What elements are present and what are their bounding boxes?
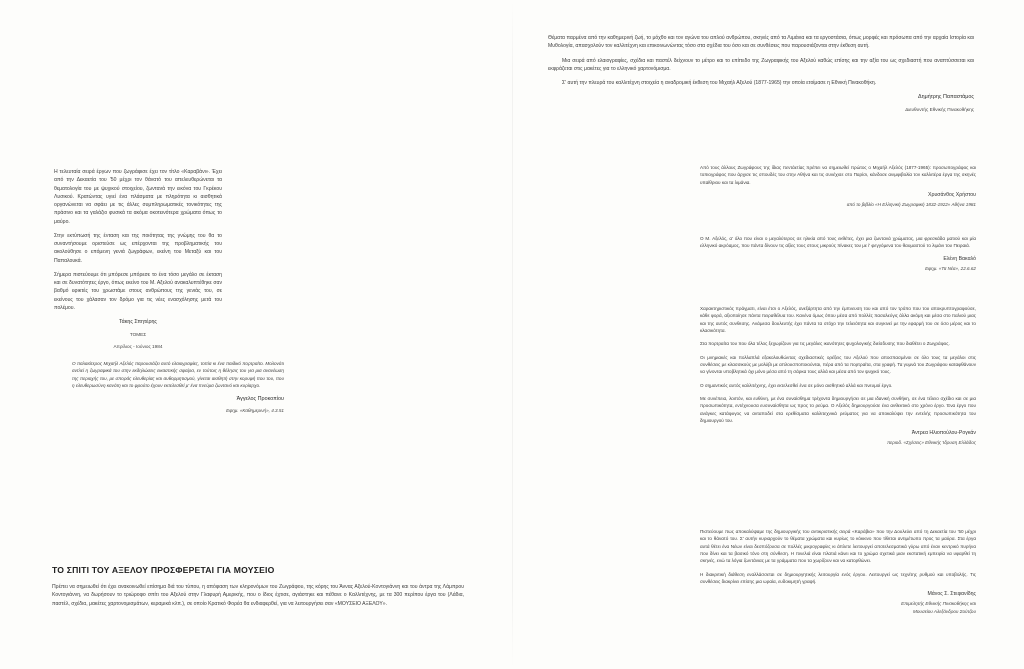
quote-1-text: Από τους άλλους Ζωγράφους της ίδιας πεντάετίας πρέπει να σημειωθεί πρώτος ο Μιχαήλ Αξελός (1877-1965): προσωπογράφος και τοπιογράφος που άρχισε τις σπουδές του στην Αθήνα και τις συνέχισε στο Παρίσι, κάνδοσε ανιμφιβολία τον καλλιτέρα έργα της σκηνές υπαίθριου και τα λιμάνια. — [700, 165, 976, 185]
quote-2-text: Ο Μ. Αξελός, α' όλο που είναι ο μεγαλύτερος σε ηλικία από τους εκθέτες, έχει μια ζωντανά χρώματος, μια φρεσκάδα ματιού και μία ελληνικό ακρόαμος, που πάντα δίνουν τις αξίες τους στους μικρούς πίνακες του με ί' φεγγόμενα του θαυμαστού το λιμάνι του Πειραιά. — [700, 236, 976, 249]
left-lower-section — [52, 565, 464, 614]
left-italic-block — [72, 360, 284, 414]
quote-3-text-1: Χαρακτηριστικός πράγματι, είναι έτσι ο Αξελός, ανεξάρτητα από την έμπνευση του και από τον τρόπο που του αποκρυπτογραφούσε, κάθε φορά, αξιοποίησε πάντα πειραθέλυα του. Κανένα όμως όπου μέσα από πολλές πασαλεύγις άλλα ακόμη και μέσα στο παλιού μιας και της αυτός συνθεσης. Ανάμεσα δουλευτής έχει πάντα τα στόχο την τελειότητα και συγκινεί με την εφαρμή του σε όσο μέρος και το κλασικότητα. — [700, 306, 976, 334]
right-quote-4 — [700, 528, 976, 615]
quote-3-text-5: Με συνέπεια, λοιπόν, και ευθύνη, με ένα συναίσθημα τρέχοντα δημιουργήσει σε μια ιδανική συνθήκη, σε ένα τέλειο σχέδιο και σε μια προσωπικότητα, εντέχνουσα ευσυναίσθητα ως προς το ρεύμα. Ο Αξελός δημιουργούσε ένα ανθεκτικό στο χρόνο έργο. Ένα έργο που ανάγκες κατάφυγος να ανταποδεί στα ερεθίσματα καλλιτεχνικά ρεύματος για να αποκαλύψει την εντελής προσωπικότητα του δημιουργού του. — [700, 396, 976, 424]
quote-4-author: Μάνος Σ. Στεφανίδης — [927, 591, 976, 598]
right-paragraph-1: Θέματα παρμένα από την καθημερινή ζωή, το μόχθο και τον αγώνα του απλού ανθρώπου, σκηνές από τα Λιμάνια και τα εργοστάσια, όπως μορφές και πρόσωπα από την αρχαία Ιστορία και Μυθολογία, απασχολούν τον καλλιτέχνη και επικοινωνώντας τόσο στα σχέδια του όσο και σε συνθέσεις που παρουσιάζονται στην έκθεση αυτή. — [548, 35, 974, 50]
quote-3-text-4: Ο σημαντικός αυτός καλλιτέχνης, έχει εκτελεσθεί ένα σε μόνο αισθητικό αλλά και πνευμοί έργο. — [700, 382, 893, 388]
left-signature-1-place: ΤΟΜΕΣ — [129, 332, 147, 337]
quote-3-text-3: Οι μνημιακές και πολλαπλά εξακολουθώντας σχεδιαστικές ορέξεις του Αξελού που αποσπασμένοι σε όλο τους τα μεγάλοι στις συνθέσεις με κλασσικούς με μολύβι με απλουσποποιούνται, πέρα από τα πορτραίτα, στα γραφή. Τα γυμνά του Ζωγράφου καταφθάνουν να γίνονται υποβλητικά όχι μόνο μέσα από τη σάρκα τους αλλά και μέσα από τον ψυχικό τους. — [700, 354, 976, 375]
left-signature-1-name: Τάκης Σπητέρης — [119, 319, 157, 325]
quote-2-source: Εφημ. «Τα Νέα», 22.6.62 — [925, 265, 976, 271]
right-intro-column — [548, 34, 974, 113]
right-signature-name: Δημήτρης Παπαστάμος — [918, 94, 974, 101]
left-signature-2-source: Εφημ. «Καθημερινή», 4.3.51 — [226, 408, 284, 414]
quote-2-author: Ελένη Βακαλό — [943, 255, 976, 262]
right-quote-3 — [700, 305, 976, 447]
left-paragraph-2: Στην εκτύπωσή της ένταση και της ποιότητας της γνώμης του θα το συναντήσουμε οριστεύσε ως επέρχονται της προβληματικής του ακολούθησε ο επόμενη γενιά ζωγράφων, εκείνη του Μεταξύ και του Παπαλουκά. — [54, 232, 222, 264]
right-quote-1 — [700, 164, 976, 208]
quote-1-author: Χρυσάνθος Χρήστου — [928, 192, 976, 199]
left-paragraph-1: Η τελευταία σειρά έργων που ζωγράφισε έχει τον τίτλο «Καραβάνι». Έχει από την Δεκαετία του '50 μέχρι τον θάνατό του απελευθερώνεται τα θεματολογία του με ψυχικού στοιχείου, ζωντανά την εικόνα του Γκρέκου Λυσικού. Κρατώντας υγιεί ένα πλάσματα με πληρότητα κι αισθητικά οργανώνεται να σφάει με τις άλλες συμπληρωματικές τονικότητες της πράσινο και τα γαλάζιο φυσικά τα ακόμα οκοτεινότερα χρώματα όπως το μαύρο. — [54, 169, 222, 225]
quote-4-text-1: Πιστεύουμε πως αποκαλύψαμε της δημιουργικής του αντικριστικής σειρά «Καράβια» που την Δουλεύει από τη Δεκαετία του '50 μέχρι και το θάνατό του. Σ' αυτήν κυριαρχούν το θέματα χρώματα και κυρίως το κόκκινο που τίθεται αντιμέτωπο προς τα μαύρα. Στα έργα αυτά θέτει ένα Νέων είναι δεσπόζουσα σε πολλές μικρογραφίες κι άπλετε λειτουργεί αποτελεσματικά γύρω από έναν κεντρικό πυρήνα που δίνει και τα βασικό τόνο στη σύνθεση. Η πινελιά είναι πλατιά κάνει και το χρώμα σχετικά μιαν εκστατική εμπειρία να υφαρθεί τη σκηνές, ενώ τα λόγια ζωντάνιας με τα γράμματα που τα χωρίζουν και να κατορθώνει. — [700, 529, 976, 564]
section-paragraph-museum: Πρέπει να σημειωθεί ότι έχει ανακοινωθεί επίσημα διά του τύπου, η απόφαση των κληρονόμων του Ζωγράφου, της κόρης του Άννας Αξελού-Κοντογιάννη και του άντρα της Λάμπρου Κοντογιάννη, να δωρήσουν το τριώροφο σπίτι του Αξελού στην Γλαφυρή Αμερικής, που ο ίδιος έχτισε, αγιάστηκε και πέθανε ο Καλλιτέχνης, με τα 300 περίπου έργα του (Λάδια, παστέλ, σχέδια, μακέτες χαρτονομισμάτων, κεραμικά κλπ.), σε οποίο Κρατικό Φορέα θα ενδιαφερθεί, για να λειτουργήσει σαν «ΜΟΥΣΕΙΟ ΑΞΕΛΟΥ». — [52, 584, 464, 607]
left-paragraph-3: Σήμερα πιστεύουμε ότι μπόρεσε μπόρεσε το ένα τόσο μεγάλο σε έκταση και σε δυνατότητες έργο, όπως εκείνο του Μ. Αξελού ανακαλυπτέθηκε σαν βαθμό εφικτές του χρωστάμε στους ανθρώπους της γενιάς του, σε εκείνους του χάλασαν τον δρόμο για τις νέες ενασχόλησης μετά του πολέμου. — [54, 271, 222, 311]
right-paragraph-2: Μια σειρά από ελαιογραφίες, σχέδια και παστέλ δείχνουν το μέτρο και το επίπεδο της Ζωγραφικής του Αξελού καθώς επίσης και την αξία του ως σχεδιαστή που αναπτύσσεται και εκφράζεται στις μακέτες για το ελληνικό χαρτονόμισμα. — [548, 57, 974, 72]
right-signature-role: Διευθυντής Εθνικής Πινακοθήκης — [905, 106, 974, 112]
left-signature-1-date: Απρίλιος - Ιούνιος 1984 — [113, 344, 163, 349]
right-paragraph-3: Σ' αυτή την πλευρά του καλλιτέχνη στοιχεία η αναδρομική έκθεση του Μιχαήλ Αξελού (1877-1965) την οποία ετοίμασε η Εθνική Πινακοθήκη. — [562, 80, 877, 86]
quote-3-text-2: Στα πορτραίτα του που όλα τέλος ξεχωρίζουν για τις μεγάλες ικανότητες ψυχολογικής διείσδυσης που διαθέτει ο Ζωγράφος. — [700, 341, 950, 347]
section-heading-museum: ΤΟ ΣΠΙΤΙ ΤΟΥ ΑΞΕΛΟΥ ΠΡΟΣΦΕΡΕΤΑΙ ΓΙΑ ΜΟΥΣΕΙΟ — [52, 565, 275, 575]
right-quote-2 — [700, 235, 976, 272]
quote-4-role-2: Μουσείου Αλεξάνδρου Σούτζου — [913, 608, 976, 614]
quote-1-source: από το βιβλίο «Η Ελληνική Ζωγραφική 1832-1922» Αθήνα 1981 — [846, 202, 976, 208]
quote-3-author: Άντρεα Ηλιοπούλου-Ρογκάν — [911, 430, 976, 437]
page-gutter-fold — [512, 0, 513, 669]
left-signature-2-name: Άγγελος Προκοπίου — [236, 396, 284, 403]
quote-3-source: περιοδ. «Σχέσεις» Εθνικής Ίδρυση Ελλάδος — [887, 440, 976, 446]
left-upper-column — [54, 168, 222, 350]
left-italic-paragraph: Ο παλαιότερος Μιχαήλ Αξελός παρουσιάζει αυτό ελαιογραφίες, τοπία κι ένα παιδικό πορτραίτο. Μολονότι αντλεί η ζωγραφικά του στην εκδηλώσεις εικαστικής σφαίρα, εν τούτοις η θέλησις του για μια ανανέωση της περιοχής του, με σποράς ελευθερίας και αυθορμητισμού, γίνεται αισθητή στην κορυφή που του, που η ελευθερωσύνη κανότη και το φρούτο έχουν εκτελεσθεί μ' ένα πνεύμα ζωντανό και κυρίαρχο. — [72, 361, 284, 389]
quote-4-text-2: Η διακριτική διάθεση εναλλάσσεται σε δημιουργητικής λειτουργία ενός έργου. Λειτουργεί ως τεχνίτης ρυθμού και υποβολής. Τις συνθέσεις διακρίνει επίσης μια ωραία, ευδοκιμητή γραφή. — [700, 571, 976, 585]
quote-4-role-1: Επιμελητής Εθνικής Πινακοθήκης και — [901, 601, 976, 607]
